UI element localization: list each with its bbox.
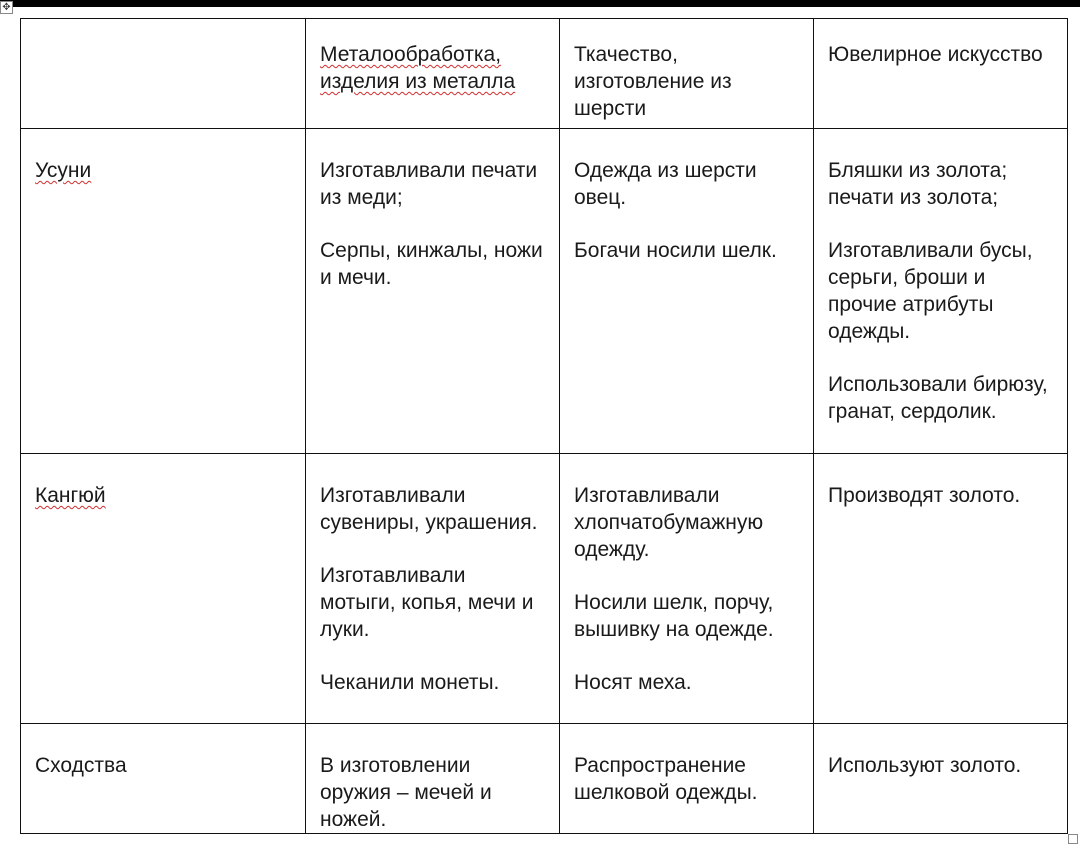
- cell-paragraph: В изготовлении оружия – мечей и ножей.: [320, 754, 492, 831]
- cell-paragraph: Изготавливали бусы, серьги, броши и прочие атрибуты одежды.: [828, 239, 1033, 343]
- cell-usuni-weaving[interactable]: [560, 129, 814, 454]
- cell-paragraph: Одежда из шерсти овец.: [574, 159, 757, 209]
- cell-paragraph: Бляшки из золота; печати из золота;: [828, 159, 1008, 209]
- cell-paragraph: Богачи носили шелк.: [574, 239, 777, 262]
- cell-paragraph: Изготавливали хлопчатобумажную одежду.: [574, 484, 764, 561]
- table-row-usuni: [21, 129, 1068, 454]
- cell-usuni-metalwork[interactable]: [306, 129, 560, 454]
- cell-paragraph: Носят меха.: [574, 671, 692, 694]
- row-label-similarities: Сходства: [35, 754, 127, 777]
- header-cell-empty[interactable]: [21, 19, 306, 129]
- header-metalwork-text: [320, 41, 545, 95]
- cell-similarities-jewelry[interactable]: [814, 724, 1068, 834]
- header-weaving-label: Ткачество, изготовление из шерсти: [574, 43, 732, 120]
- comparison-table: [20, 18, 1068, 834]
- cell-paragraph: Изготавливали мотыги, копья, мечи и луки.: [320, 564, 534, 641]
- header-cell-jewelry[interactable]: [814, 19, 1068, 129]
- row-label-usuni: Усуни: [35, 159, 92, 182]
- cell-kangyui-weaving[interactable]: [560, 454, 814, 724]
- table-resize-handle-icon[interactable]: [1068, 834, 1078, 844]
- cell-similarities-metalwork[interactable]: [306, 724, 560, 834]
- table-row-similarities: [21, 724, 1068, 834]
- cell-paragraph: Изготавливали сувениры, украшения.: [320, 484, 538, 534]
- cell-paragraph: Использовали бирюзу, гранат, сердолик.: [828, 373, 1048, 423]
- row-label-kangyui: Кангюй: [35, 484, 106, 507]
- cell-kangyui-metalwork[interactable]: [306, 454, 560, 724]
- row-label-cell-usuni[interactable]: [21, 129, 306, 454]
- row-label-cell-kangyui[interactable]: [21, 454, 306, 724]
- cell-paragraph: Изготавливали печати из меди;: [320, 159, 538, 209]
- cell-paragraph: Носили шелк, порчу, вышивку на одежде.: [574, 591, 774, 641]
- cell-paragraph: Распространение шелковой одежды.: [574, 754, 758, 804]
- header-cell-metalwork[interactable]: [306, 19, 560, 129]
- cell-kangyui-jewelry[interactable]: [814, 454, 1068, 724]
- cell-paragraph: Чеканили монеты.: [320, 671, 500, 694]
- table-row-kangyui: [21, 454, 1068, 724]
- table-header-row: [21, 19, 1068, 129]
- cell-similarities-weaving[interactable]: [560, 724, 814, 834]
- window-top-edge: [0, 0, 1080, 7]
- header-metalwork-label: Металообработка, изделия из металла: [320, 43, 516, 93]
- header-cell-weaving[interactable]: [560, 19, 814, 129]
- cell-usuni-jewelry[interactable]: [814, 129, 1068, 454]
- row-label-cell-similarities[interactable]: [21, 724, 306, 834]
- header-jewelry-label: Ювелирное искусство: [828, 43, 1043, 66]
- cell-paragraph: Серпы, кинжалы, ножи и мечи.: [320, 239, 543, 289]
- cell-paragraph: Производят золото.: [828, 484, 1021, 507]
- cell-paragraph: Используют золото.: [828, 754, 1022, 777]
- table-move-handle-icon[interactable]: ✥: [0, 1, 13, 14]
